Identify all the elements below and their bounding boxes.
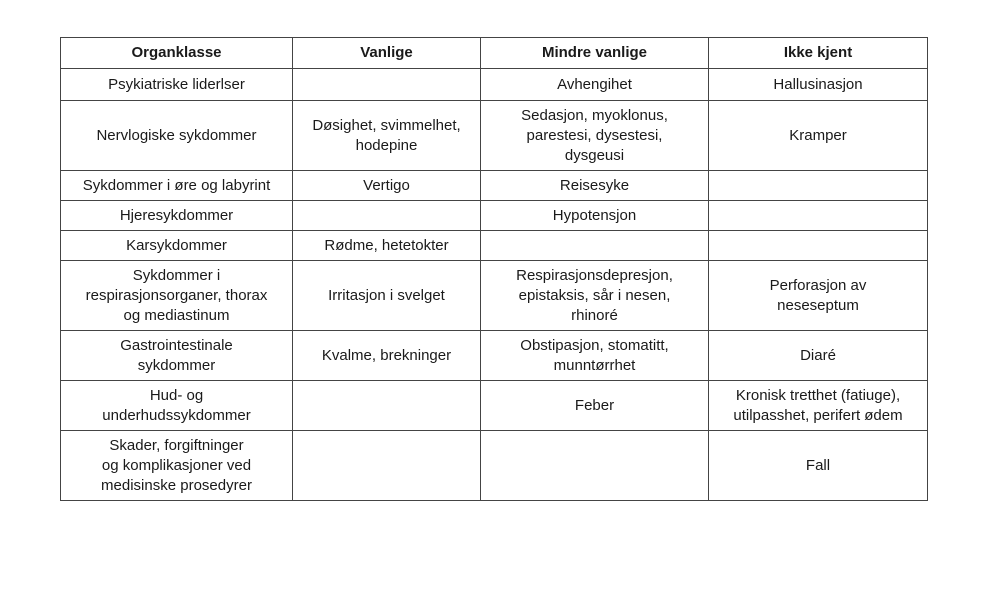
cell-text: Hypotensjon [552, 206, 637, 224]
cell-text: Perforasjon av neseseptum [769, 276, 867, 314]
cell-vanlige [293, 261, 481, 331]
table-row [61, 331, 928, 381]
cell-ikke-kjent [709, 331, 928, 381]
cell-vanlige [293, 331, 481, 381]
cell-text: Feber [574, 396, 615, 414]
cell-text: Irritasjon i svelget [328, 286, 445, 304]
cell-vanlige [293, 431, 481, 501]
side-effects-table [60, 37, 928, 501]
cell-organklasse [61, 69, 293, 101]
cell-vanlige [293, 381, 481, 431]
table-row [61, 431, 928, 501]
header-ikke-kjent: Ikke kjent [709, 38, 928, 69]
cell-mindre-vanlige [481, 331, 709, 381]
side-effects-table-container [60, 37, 927, 501]
cell-ikke-kjent [709, 231, 928, 261]
cell-text: Avhengihet [557, 75, 632, 93]
table-header-row [61, 38, 928, 69]
cell-text: Kramper [789, 126, 847, 144]
table-row [61, 101, 928, 171]
cell-vanlige [293, 69, 481, 101]
table-row [61, 261, 928, 331]
cell-text: Nervlogiske sykdommer [96, 126, 257, 144]
cell-ikke-kjent [709, 69, 928, 101]
header-vanlige: Vanlige [293, 38, 481, 69]
cell-organklasse [61, 261, 293, 331]
cell-mindre-vanlige [481, 201, 709, 231]
cell-ikke-kjent [709, 171, 928, 201]
cell-text: Rødme, hetetokter [324, 236, 449, 254]
cell-text: Sykdommer i respirasjonsorganer, thorax og mediastinum [85, 266, 268, 324]
table-row [61, 171, 928, 201]
cell-text: Karsykdommer [126, 236, 227, 254]
cell-ikke-kjent [709, 431, 928, 501]
cell-text: Reisesyke [559, 176, 630, 194]
cell-mindre-vanlige [481, 171, 709, 201]
table-row [61, 381, 928, 431]
cell-text: Vertigo [363, 176, 410, 194]
cell-text: Hjeresykdommer [119, 206, 234, 224]
cell-text: Hud- og underhudssykdommer [102, 386, 251, 424]
cell-vanlige [293, 101, 481, 171]
cell-ikke-kjent [709, 381, 928, 431]
cell-organklasse [61, 431, 293, 501]
header-organklasse: Organklasse [61, 38, 293, 69]
cell-text: Sykdommer i øre og labyrint [82, 176, 271, 194]
cell-ikke-kjent [709, 201, 928, 231]
cell-vanlige [293, 171, 481, 201]
cell-text: Kvalme, brekninger [321, 346, 452, 364]
table-row [61, 69, 928, 101]
cell-ikke-kjent [709, 101, 928, 171]
cell-mindre-vanlige [481, 69, 709, 101]
cell-text: Fall [805, 456, 831, 474]
cell-text: Psykiatriske liderlser [108, 75, 245, 93]
cell-organklasse [61, 201, 293, 231]
cell-vanlige [293, 231, 481, 261]
cell-organklasse [61, 101, 293, 171]
table-row [61, 231, 928, 261]
cell-text: Døsighet, svimmelhet, hodepine [312, 116, 461, 154]
cell-organklasse [61, 331, 293, 381]
cell-organklasse [61, 231, 293, 261]
cell-mindre-vanlige [481, 431, 709, 501]
cell-mindre-vanlige [481, 101, 709, 171]
cell-mindre-vanlige [481, 381, 709, 431]
table-row [61, 201, 928, 231]
cell-text: Skader, forgiftninger og komplikasjoner ved medisinske prosedyrer [101, 436, 252, 494]
cell-mindre-vanlige [481, 231, 709, 261]
cell-text: Respirasjonsdepresjon, epistaksis, sår i nesen, rhinoré [516, 266, 673, 324]
cell-vanlige [293, 201, 481, 231]
cell-text: Obstipasjon, stomatitt, munntørrhet [520, 336, 669, 374]
cell-organklasse [61, 171, 293, 201]
cell-text: Hallusinasjon [773, 75, 863, 93]
cell-text: Diaré [800, 346, 836, 364]
cell-text: Gastrointestinale sykdommer [120, 336, 233, 374]
cell-mindre-vanlige [481, 261, 709, 331]
cell-ikke-kjent [709, 261, 928, 331]
header-mindre-vanlige: Mindre vanlige [481, 38, 709, 69]
cell-text: Sedasjon, myoklonus, parestesi, dysestesi, dysgeusi [521, 106, 668, 164]
cell-organklasse [61, 381, 293, 431]
cell-text: Kronisk tretthet (fatiuge), utilpasshet, perifert ødem [733, 386, 903, 424]
